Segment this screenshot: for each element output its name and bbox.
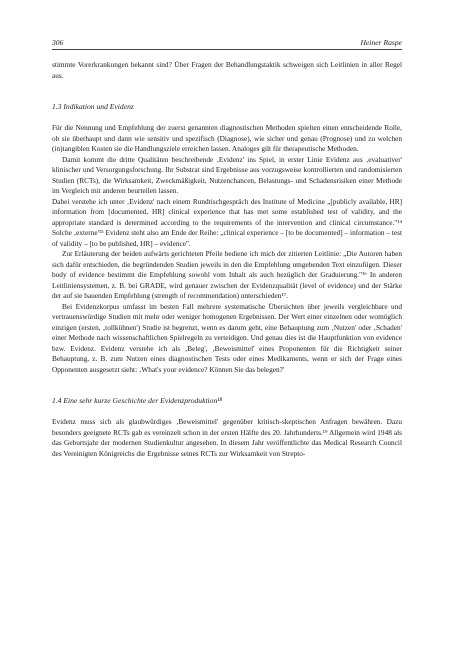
paragraph-intro: stimmte Vorerkrankungen bekannt sind? Über Fragen der Behandlungstaktik schweigen sich Leitlinien in aller Regel aus. [52,60,402,80]
running-header [52,38,402,50]
paragraph: Bei Evidenzkorpus umfasst im besten Fall mehrere systematische Übersichten über jeweils vergleichbare und vertrauenswürdige Studien mit mehr oder weniger homogenen Ergebnissen. Der Wert einer einzelnen oder womöglich einzigen (ersten, ‚tollkühnen') Studie ist begrenzt, wenn es darum geht, eine Behauptung zum ‚Nutzen' oder ‚Schaden' einer Methode nach wissenschaftlichen Spielregeln zu verteidigen. Und genau dies ist die Hauptfunktion von evidence bzw. Evidenz. Evidenz verstehe ich als ‚Beleg', ‚Beweismittel' eines Proponenten für die Richtigkeit seiner Behauptung, z. B. zum Nutzen eines diagnostischen Tests oder eines Medikaments, wenn er sich der Frage eines Opponenten ausgesetzt sieht: ‚What's your evidence? Können Sie das belegen?' [52,301,402,374]
paragraph: Damit kommt die dritte Qualitäten beschreibende ‚Evidenz' ins Spiel, in erster Linie Evidenz aus ‚evaluativer' klinischer und Versorgungsforschung. Ihr Substrat sind Ergebnisse aus vorzugsweise kontrollierten und randomisierten Studien (RCTs), die Wirksamkeit, Zweckmäßigkeit, Nutzenchancen, Belastungs- und Schadensrisiken einer Methode im Vergleich mit anderen beurteilen lassen. [52,154,402,195]
running-author: Heiner Raspe [360,38,402,47]
body-text [52,60,402,459]
section-heading-1-4: 1.4 Eine sehr kurze Geschichte der Evidenzproduktion¹⁸ [52,396,223,405]
paragraph: Evidenz muss sich als glaubwürdiges ‚Beweismittel' gegenüber kritisch-skeptischen Anfragen bewähren. Dazu besonders geeignete RCTs gab es vereinzelt schon in der ersten Hälfte des 20. Jahrhunderts.¹⁹ Allgemein wird 1948 als das Geburtsjahr der modernen Studienkultur angesehen. In diesem Jahr veröffentlichte das Medical Research Council des Vereinigten Königreichs die Ergebnisse seines RCTs zur Wirksamkeit von Strepto- [52,417,402,458]
paragraph: Zur Erläuterung der beiden aufwärts gerichteten Pfeile bediene ich mich der zitierten Leitlinie: „Die Autoren haben sich dafür entschieden, die begründenden Studien jeweils in den die Empfehlung umgebenden Text einzufügen. Dieser body of evidence bestimmt die Empfehlung sowohl vom Inhalt als auch bezüglich der Graduierung."¹⁶ In anderen Leitliniensystemen, z. B. bei GRADE, wird genauer zwischen der Evidenzqualität (level of evidence) und der Stärke der auf sie bauenden Empfehlung (strength of recommendation) unterschieden¹⁷. [52,249,402,300]
paragraph: Für die Nennung und Empfehlung der zuerst genannten diagnostischen Methoden spielten einen entscheidende Rolle, ob sie überhaupt und dann wie sensitiv und spezifisch (Diagnose), wie sicher und genau (Prognose) und zu welchen (in)tangiblen Kosten sie die Handlungsziele erreichen lassen. Analoges gilt für therapeutische Methoden. [52,123,402,153]
page-number: 306 [52,38,64,47]
paragraph: Dabei verstehe ich unter ‚Evidenz' nach einem Rundtischgespräch des Institute of Medicine „[publicly available, HR] information from [documented, HR] clinical experience that has met some established test of validity, and the appropriate standard is determined according to the requirements of the intervention and clinical circumstance."¹⁴ Solche ‚externe'¹⁵ Evidenz steht also am Ende der Reihe: „clinical experience – [to be documented] – information – test of validity – [to be published, HR] – evidence". [52,196,402,248]
section-heading-1-3: 1.3 Indikation und Evidenz [52,102,134,111]
